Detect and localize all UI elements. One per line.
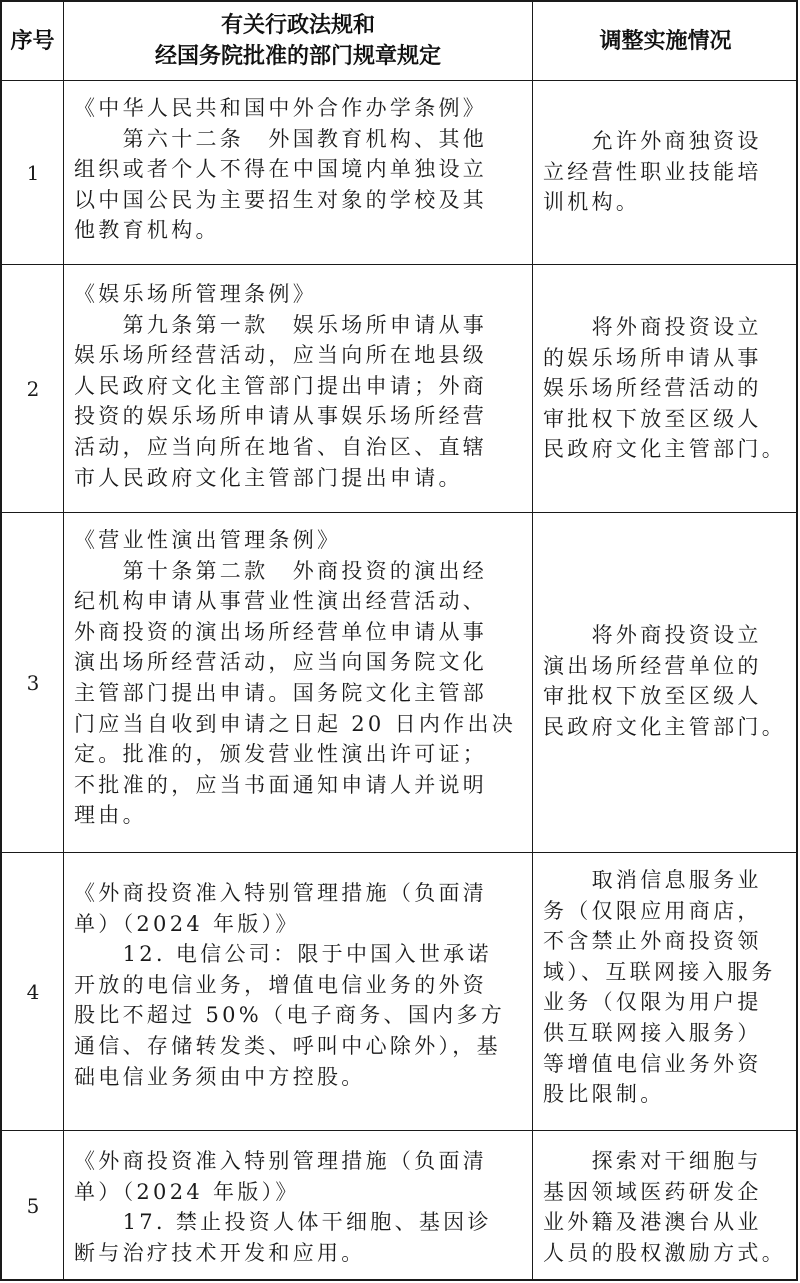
text-line: 《外商投资准入特别管理措施（负面清 [74, 881, 488, 905]
text-line: 允许外商独资设 [543, 129, 762, 153]
text-line: 演出场所经营单位的 [543, 653, 762, 678]
text-line: 纪机构申请从事营业性演出经营活动、 [74, 589, 488, 614]
header-adjustment: 调整实施情况 [599, 28, 732, 54]
text-line: 基因领域医药研发企 [543, 1179, 762, 1204]
text-line: 投资的娱乐场所申请从事娱乐场所经营 [74, 404, 488, 429]
row-divider [2, 264, 796, 265]
text-line: 人民政府文化主管部门提出申请；外商 [74, 373, 488, 398]
header-law-line: 有关行政法规和 [220, 13, 375, 38]
text-line: 单）（2024 年版）》 [74, 911, 300, 936]
row-number: 2 [26, 376, 40, 401]
law-text [74, 525, 516, 831]
text-line: 演出场所经营活动，应当向国务院文化 [74, 650, 488, 675]
text-line: 训机构。 [543, 190, 641, 215]
text-line: 民政府文化主管部门。 [543, 714, 786, 739]
adjustment-text [543, 126, 762, 218]
text-line: 通信、存储转发类、呼叫中心除外），基 [74, 1033, 501, 1058]
text-line: 理由。 [74, 803, 147, 828]
text-line: 域）、互联网接入服务 [543, 959, 776, 984]
row-number: 3 [26, 670, 40, 695]
adjustment-text [543, 865, 776, 1110]
text-line: 供互联网接入服务） [543, 1020, 762, 1045]
row-number: 4 [26, 979, 40, 1004]
text-line: 《营业性演出管理条例》 [74, 528, 342, 552]
text-line: 不批准的，应当书面通知申请人并说明 [74, 772, 488, 797]
law-text [74, 279, 487, 493]
text-line: 外商投资的演出场所经营单位申请从事 [74, 619, 488, 644]
text-line: 取消信息服务业 [543, 868, 762, 892]
text-line: 第十条第二款 外商投资的演出经 [74, 558, 488, 583]
row-number: 1 [26, 160, 40, 185]
text-line: 民政府文化主管部门。 [543, 437, 786, 462]
text-line: 人员的股权激励方式。 [543, 1240, 786, 1265]
text-line: 股比不超过 50%（电子商务、国内多方 [74, 1003, 506, 1028]
text-line: 他教育机构。 [74, 218, 220, 243]
text-line: 等增值电信业务外资 [543, 1051, 762, 1076]
text-line: 将外商投资设立 [543, 315, 762, 339]
text-line: 门应当自收到申请之日起 20 日内作出决 [74, 711, 517, 736]
text-line: 业外籍及港澳台从业 [543, 1210, 762, 1235]
row-divider [2, 1130, 796, 1131]
row-number: 5 [26, 1194, 40, 1218]
text-line: 活动，应当向所在地省、自治区、直辖 [74, 434, 488, 459]
text-line: 第六十二条 外国教育机构、其他 [74, 126, 488, 151]
law-text [74, 1146, 492, 1268]
law-text [74, 93, 487, 246]
text-line: 不含禁止外商投资领 [543, 929, 762, 954]
text-line: 定。批准的，颁发营业性演出许可证； [74, 742, 488, 767]
text-line: 断与治疗技术开发和应用。 [74, 1240, 366, 1265]
row-divider [2, 852, 796, 853]
text-line: 将外商投资设立 [543, 623, 762, 647]
text-line: 以中国公民为主要招生对象的学校及其 [74, 187, 488, 212]
text-line: 12. 电信公司：限于中国入世承诺 [74, 942, 492, 967]
header-law-provisions [64, 2, 532, 80]
text-line: 的娱乐场所申请从事 [543, 345, 762, 370]
law-text [74, 878, 505, 1092]
text-line: 市人民政府文化主管部门提出申请。 [74, 465, 463, 490]
text-line: 础电信业务须由中方控股。 [74, 1064, 366, 1089]
text-line: 开放的电信业务，增值电信业务的外资 [74, 972, 488, 997]
row-divider [2, 512, 796, 513]
text-line: 审批权下放至区级人 [543, 406, 762, 431]
text-line: 立经营性职业技能培 [543, 159, 762, 184]
row-divider [2, 80, 796, 81]
text-line: 《娱乐场所管理条例》 [74, 282, 317, 306]
header-law-line: 经国务院批准的部门规章规定 [154, 44, 441, 69]
text-line: 《外商投资准入特别管理措施（负面清 [74, 1149, 488, 1173]
text-line: 17. 禁止投资人体干细胞、基因诊 [74, 1210, 492, 1235]
adjustment-text [543, 620, 786, 742]
text-line: 探索对干细胞与 [543, 1149, 762, 1173]
text-line: 《中华人民共和国中外合作办学条例》 [74, 96, 488, 120]
text-line: 娱乐场所经营活动，应当向所在地县级 [74, 343, 488, 368]
text-line: 第九条第一款 娱乐场所申请从事 [74, 312, 488, 337]
text-line: 单）（2024 年版）》 [74, 1179, 300, 1204]
column-divider [532, 2, 533, 1279]
text-line: 审批权下放至区级人 [543, 684, 762, 709]
adjustment-text [543, 1146, 786, 1268]
text-line: 务（仅限应用商店， [543, 898, 762, 923]
text-line: 业务（仅限为用户提 [543, 990, 762, 1015]
text-line: 主管部门提出申请。国务院文化主管部 [74, 680, 488, 705]
text-line: 组织或者个人不得在中国境内单独设立 [74, 157, 488, 182]
header-serial-number: 序号 [10, 28, 55, 54]
text-line: 股比限制。 [543, 1082, 665, 1107]
adjustment-text [543, 312, 786, 465]
text-line: 娱乐场所经营活动的 [543, 376, 762, 401]
